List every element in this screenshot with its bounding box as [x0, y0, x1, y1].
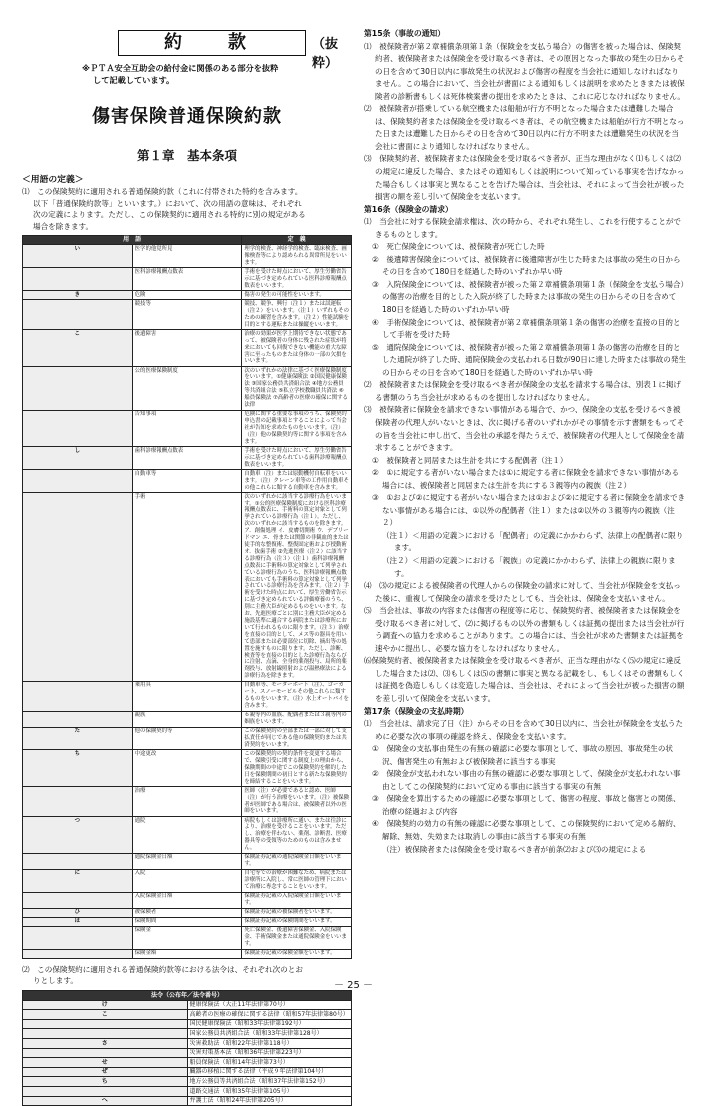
article-16-item-3-3: ③ ①および②に規定する者がいない場合または①および②に規定する者に保険金を請求できない事情がある場合には、①以外の配偶者（注１）または②以外の３親等内の親族（注２） — [372, 493, 686, 528]
definition-row — [23, 366, 352, 410]
law-kana: へ — [23, 1096, 188, 1106]
paragraph-1-line-a: ⑴ この保険契約に適用される普通保険約款（これに付帯された特約を含みます。 — [22, 187, 303, 196]
article-16-item-1: ⑴ 当会社に対する保険金請求権は、次の時から、それぞれ発生し、これを行使することができるものとします。 — [364, 217, 681, 239]
title-box: 約 款 — [118, 30, 306, 56]
definition-text: 自動車（注）または原動機付自転車をいいます。（注）クレーン車等の工作用自動車その他これらに類する自動車を含みます。 — [242, 470, 352, 493]
definition-kana: い — [23, 245, 133, 268]
law-kana: こ — [23, 1010, 188, 1020]
definition-row — [23, 908, 352, 917]
definition-row — [23, 926, 352, 949]
definition-kana: つ — [23, 816, 133, 853]
definition-text: 傷害の発生の可能性をいいます。 — [242, 291, 352, 300]
definition-kana — [23, 949, 133, 958]
law-name: 災害対策基本法（昭和36年法律第223号） — [187, 1048, 352, 1058]
definition-text: 保険証券記載の通院保険金日額をいいます。 — [242, 853, 352, 869]
article-17-heading: 第17条（保険金の支払時期） — [364, 706, 469, 716]
definition-kana — [23, 787, 133, 817]
definition-term: 保険期間 — [132, 917, 242, 926]
title-note: （抜粋） — [312, 37, 339, 71]
definition-text: 次のいずれかの法律に基づく医療保険制度をいいます。①健康保険法 ②国民健康保険法 ③国家公務員共済組合法 ④地方公務員等共済組合法 ⑤私立学校教職員共済法 ⑥船員保険法 ⑦高齢者の医療の確保に関する法律 — [242, 366, 352, 410]
definition-kana: し — [23, 447, 133, 470]
definition-row — [23, 949, 352, 958]
definition-term: 乗用具 — [132, 681, 242, 711]
definitions-table-body — [23, 245, 352, 958]
article-16-item-1-3: ③ 入院保険金については、被保険者が被った第２章補償条項第１条（保険金を支払う場合）の傷害の治療を目的とした入院が終了した時または事故の発生の日からその日を含めて180日を経過した時のいずれか早い時 — [372, 279, 685, 315]
excerpt-note-line2: して記載しています。 — [93, 75, 175, 85]
left-column — [22, 28, 352, 1106]
article-17-item-1: ⑴ 当会社は、請求完了日（注）からその日を含めて30日以内に、当会社が保険金を支払うために必要な次の事項の確認を終え、保険金を支払います。 — [364, 719, 684, 741]
definition-row — [23, 268, 352, 291]
law-name: 道路交通法（昭和35年法律第105号） — [187, 1086, 352, 1096]
definition-kana — [23, 711, 133, 727]
article-17-item-1-2: ② 保険金が支払われない事由の有無の確認に必要な事項として、保険金が支払われない事由としてこの保険契約において定める事由に該当する事実の有無 — [372, 769, 681, 791]
definition-kana: ほ — [23, 917, 133, 926]
definition-kana: ひ — [23, 908, 133, 917]
definition-row — [23, 291, 352, 300]
definition-row — [23, 447, 352, 470]
law-kana: ち — [23, 1077, 188, 1087]
law-row — [23, 1038, 352, 1048]
definition-kana — [23, 410, 133, 447]
definition-row — [23, 816, 352, 853]
law-row — [23, 1000, 352, 1010]
definition-term: 通院保険金日額 — [132, 853, 242, 869]
definition-text: 保険証券記載の保険金額をいいます。 — [242, 949, 352, 958]
definition-kana — [23, 853, 133, 869]
article-15-heading: 第15条（事故の通知） — [364, 29, 446, 38]
definition-term: 自動車等 — [132, 470, 242, 493]
definition-text: 病院もしくは診療所に通い、または往診により、治療を受けることをいいます。ただし、治療を伴わない、薬剤、診断書、医療器具等の受領等のためのものは含みません。 — [242, 816, 352, 853]
definition-row — [23, 787, 352, 817]
definition-kana: た — [23, 727, 133, 750]
law-name: 国民健康保険法（昭和33年法律第192号） — [187, 1019, 352, 1029]
law-name: 国家公務員共済組合法（昭和33年法律第128号） — [187, 1029, 352, 1039]
definition-term: 保険金 — [132, 926, 242, 949]
definition-term: 入院 — [132, 869, 242, 892]
definition-kana — [23, 470, 133, 493]
article-17-item-1-1: ① 保険金の支払事由発生の有無の確認に必要な事項として、事故の原因、事故発生の状況、傷害発生の有無および被保険者に該当する事実 — [372, 744, 673, 766]
law-kana: せ — [23, 1058, 188, 1068]
definition-term: 中途更改 — [132, 750, 242, 787]
law-row — [23, 1096, 352, 1106]
law-name: 弁護士法（昭和24年法律第205号） — [187, 1096, 352, 1106]
paragraph-1-line-d: 場合を除きます。 — [33, 221, 94, 231]
definition-term: 歯科診療報酬点数表 — [132, 447, 242, 470]
article-16-note-1: （注１）＜用語の定義＞における「配偶者」の定義にかかわらず、法律上の配偶者に限ります。 — [382, 530, 684, 553]
law-row — [23, 1048, 352, 1058]
definition-text: 治療の効果が医学上期待できない状態であって、被保険者の身体に残された症状が将来においても回復できない機能の重大な障害に至ったものまたは身体の一部の欠損をいいます。 — [242, 330, 352, 367]
definition-text: 保険証券記載の保険期間をいいます。 — [242, 917, 352, 926]
definition-text: 理学的検査、神経学的検査、臨床検査、画像検査等により認められる異常所見をいいます。 — [242, 245, 352, 268]
main-title: 傷害保険普通保険約款 — [92, 106, 282, 127]
paragraph-1-line-c: 次の定義によります。ただし、この保険契約に適用される特約に別の規定がある — [33, 210, 306, 220]
page-number: － 25 － — [333, 980, 374, 991]
definition-text: 医師（注）が必要であると認め、医師（注）が行う治療をいいます。（注）被保険者が医師である場合は、被保険者以外の医師をいいます。 — [242, 787, 352, 817]
definition-kana — [23, 892, 133, 908]
definition-row — [23, 727, 352, 750]
definition-kana: に — [23, 869, 133, 892]
definition-row — [23, 853, 352, 869]
definition-term: 被保険者 — [132, 908, 242, 917]
definition-term: 競技等 — [132, 300, 242, 330]
article-15-item-1: ⑴ 被保険者が第２章補償条項第１条（保険金を支払う場合）の傷害を被った場合は、保険契約者、被保険者または保険金を受け取るべき者は、その原因となった事故の発生の日からその日を含めて30日以内に事故発生の状況および傷害の程度を当会社に通知しなければなりません。この場合において、当会社が書面による通知もしくは説明を求めたときまたは被保険者の診断書もしくは死体検案書の提出を求めたときは、これに応じなければなりません。 — [364, 41, 685, 101]
paragraph-2-line-a: ⑵ この保険契約に適用される普通保険約款等における法令は、それぞれ次のとお — [22, 964, 303, 974]
definition-kana: き — [23, 291, 133, 300]
article-17-item-1-4: ④ 保険契約の効力の有無の確認に必要な事項として、この保険契約において定める解約、解除、無効、失効または取消しの事由に該当する事実の有無 — [372, 819, 681, 841]
article-16-item-1-5: ⑤ 通院保険金については、被保険者が被った第２章補償条項第１条の傷害の治療を目的とした通院が終了した時、通院保険金の支払われる日数が90日に達した時または事故の発生の日からその日を含めて180日を経過した時のいずれか早い時 — [372, 342, 686, 377]
definition-kana — [23, 493, 133, 682]
law-name: 臓器の移植に関する法律（平成９年法律第104号） — [187, 1067, 352, 1077]
definition-term: 他の保険契約等 — [132, 727, 242, 750]
paragraph-1 — [22, 186, 352, 232]
law-kana — [23, 1048, 188, 1058]
definition-row — [23, 330, 352, 367]
law-kana — [23, 1086, 188, 1096]
law-kana — [23, 1029, 188, 1039]
definition-kana — [23, 300, 133, 330]
law-row — [23, 1077, 352, 1087]
chapter-title: 第１章 基本条項 — [136, 148, 237, 163]
definition-row — [23, 681, 352, 711]
definitions-heading: ＜用語の定義＞ — [22, 175, 84, 185]
definition-term: 親族 — [132, 711, 242, 727]
article-15-item-2: ⑵ 被保険者が搭乗している航空機または船舶が行方不明となった場合または遭難した場合は、保険契約者または保険金を受け取るべき者は、その航空機または船舶が行方不明となった日または遭難した日からその日を含めて30日以内に行方不明または遭難発生の状況を当会社に書面により通知しなければなりません。 — [364, 104, 685, 151]
definition-text: 手術を受けた時点において、厚生労働省告示に基づき定められている医科診療報酬点数表をいいます。 — [242, 268, 352, 291]
article-16-item-3-1: ① 被保険者と同居または生計を共にする配偶者（注１） — [372, 455, 568, 465]
article-16-item-1-4: ④ 手術保険金については、被保険者が第２章補償条項第１条の傷害の治療を直接の目的として手術を受けた時 — [372, 317, 681, 340]
definition-text: 保険証券記載の被保険者をいいます。 — [242, 908, 352, 917]
definition-term: 医学的他覚所見 — [132, 245, 242, 268]
definition-text: この保険契約の全部または一部に対して支払責任が同じである他の保険契約または共済契約をいいます。 — [242, 727, 352, 750]
definition-term: 手術 — [132, 493, 242, 682]
col-term: 用 語 — [23, 236, 242, 245]
definition-row — [23, 917, 352, 926]
law-name: 高齢者の医療の確保に関する法律（昭和57年法律第80号） — [187, 1010, 352, 1020]
article-15-item-3: ⑶ 保険契約者、被保険者または保険金を受け取るべき者が、正当な理由がなく⑴もしくは⑵の規定に違反した場合、またはその通知もしくは説明について知っている事実を告げなかった場合もしくは事実と異なることを告げた場合は、当会社は、それによって当会社が被った損害の額を差し引いて保険金を支払います。 — [364, 154, 685, 202]
law-row — [23, 1010, 352, 1020]
article-16-item-6: ⑹保険契約者、被保険者または保険金を受け取るべき者が、正当な理由がなく⑸の規定に違反した場合または⑵、⑶もしくは⑸の書類に事実と異なる記載をし、もしくはその書類もしくは証拠を偽造しもしくは変造した場合は、当会社は、それによって当会社が被った損害の額を差し引いて保険金を支払います。 — [364, 656, 685, 703]
definition-kana — [23, 681, 133, 711]
definition-text: 次のいずれかに該当する診療行為をいいます。①公的医療保険制度における医科診療報酬点数表に、手術料の算定対象として列挙されている診療行為（注１）。ただし、次のいずれかに該当するものを除きます。ア．創傷処理 イ．皮膚切開術 ウ．デブリードマン エ．骨または関節の非観血的または徒手的な整復術、整復固定術および授動術 オ．抜歯手術 ②先進医療（注２）に該当する診療行為（注３）（注１）歯科診療報酬点数表に手術料の算定対象として列挙されている診療行為のうち、医科診療報酬点数表においても手術料の算定対象として列挙されている診療行為を含みます。（注２）手術を受けた時点において、厚生労働省告示に基づき定められている評価療養のうち、別に主務大臣が定めるものをいいます。なお、先進医療ごとに別に主務大臣が定める施設基準に適合する病院または診療所において行われるものに限ります。（注３）治療を直接の目的として、メス等の器具を用いて患部または必要部位に切除、摘出等の処置を施すものに限ります。ただし、診断、検査等を直接の目的とした診療行為ならびに注射、点滴、全身的薬剤投与、局所的薬剤投与、放射線照射および温熱療法による診療行為を除きます。 — [242, 493, 352, 682]
article-16-heading: 第16条（保険金の請求） — [364, 204, 453, 214]
definition-kana — [23, 926, 133, 949]
definition-row — [23, 750, 352, 787]
definition-row — [23, 711, 352, 727]
article-16-item-1-2: ② 後遺障害保険金については、被保険者に後遺障害が生じた時または事故の発生の日からその日を含めて180日を経過した時のいずれか早い時 — [372, 254, 681, 277]
definition-text: 保険証券記載の入院保険金日額をいいます。 — [242, 892, 352, 908]
law-kana — [23, 1019, 188, 1029]
col-law: 法令（公布年／法令番号） — [23, 990, 352, 1000]
article-17-note: （注）被保険者または保険金を受け取るべき者が前条⑵および⑶の規定による — [382, 844, 647, 854]
law-row — [23, 1019, 352, 1029]
col-definition: 定 義 — [242, 236, 352, 245]
article-16-item-1-1: ① 死亡保険金については、被保険者が死亡した時 — [372, 242, 545, 252]
definition-text: 競技、競争、興行（注１）または試運転（注２）をいいます。（注１）いずれもそのための練習を含みます。（注２）性能試験を目的とする運転または操縦をいいます。 — [242, 300, 352, 330]
definition-row — [23, 869, 352, 892]
definition-text: この保険契約の契約条件を変更する場合で、保険引受に関する制度上の理由から、保険期間の中途でこの保険契約を解約した日を保険期間の初日とする新たな保険契約を締結することをいいます。 — [242, 750, 352, 787]
article-17-item-1-3: ③ 保険金を算出するための確認に必要な事項として、傷害の程度、事故と傷害との関係、治療の経過および内容 — [372, 794, 681, 816]
article-16-item-2: ⑵ 被保険者または保険金を受け取るべき者が保険金の支払を請求する場合は、別表１に掲げる書類のうち当会社が求めるものを提出しなければなりません。 — [364, 380, 681, 402]
definition-term: 公的医療保険制度 — [132, 366, 242, 410]
law-row — [23, 1058, 352, 1068]
definition-kana: ち — [23, 750, 133, 787]
law-name: 地方公務員等共済組合法（昭和37年法律第152号） — [187, 1077, 352, 1087]
laws-table — [22, 990, 352, 1106]
law-kana: ぜ — [23, 1067, 188, 1077]
definition-term: 保険金額 — [132, 949, 242, 958]
definition-row — [23, 245, 352, 268]
article-16-item-3-2: ② ①に規定する者がいない場合または①に規定する者に保険金を請求できない事情がある場合には、被保険者と同居または生計を共にする３親等内の親族（注２） — [372, 468, 680, 490]
law-row — [23, 1029, 352, 1039]
definition-text: 自動車等、モーターボート（注）、ゴーカート、スノーモービルその他これらに類するものをいいます。（注）水上オートバイを含みます。 — [242, 681, 352, 711]
definition-row — [23, 470, 352, 493]
definition-text: 手術を受けた時点において、厚生労働省告示に基づき定められている歯科診療報酬点数表をいいます。 — [242, 447, 352, 470]
laws-table-header — [23, 990, 352, 1000]
definitions-table-header — [23, 236, 352, 245]
definition-term: 告知事項 — [132, 410, 242, 447]
law-kana: け — [23, 1000, 188, 1010]
definition-term: 治療 — [132, 787, 242, 817]
law-row — [23, 1086, 352, 1096]
definition-row — [23, 410, 352, 447]
definition-term: 入院保険金日額 — [132, 892, 242, 908]
article-16-item-4: ⑷ ⑶の規定による被保険者の代理人からの保険金の請求に対して、当会社が保険金を支払った後に、重複して保険金の請求を受けたとしても、当会社は、保険金を支払いません。 — [364, 581, 681, 603]
article-16-item-5: ⑸ 当会社は、事故の内容または傷害の程度等に応じ、保険契約者、被保険者または保険金を受け取るべき者に対して、⑵に掲げるもの以外の書類もしくは証拠の提出または当会社が行う調査への協力を求めることがあります。この場合には、当会社が求めた書類または証拠を速やかに提出し、必要な協力をしなければなりません。 — [364, 606, 685, 653]
definition-text: 危険に関する重要な事項のうち、保険契約申込書の記載事項とすることによって当会社が告知を求めたものをいいます。（注）（注）他の保険契約等に関する事項を含みます。 — [242, 410, 352, 447]
paragraph-2-line-b: りとします。 — [33, 976, 78, 986]
law-name: 災害救助法（昭和22年法律第118号） — [187, 1038, 352, 1048]
right-column — [364, 28, 686, 856]
definition-text: 死亡保険金、後遺障害保険金、入院保険金、手術保険金または通院保険金をいいます。 — [242, 926, 352, 949]
law-name: 健康保険法（大正11年法律第70号） — [187, 1000, 352, 1010]
article-16-note-2: （注２）＜用語の定義＞における「親族」の定義にかかわらず、法律上の親族に限ります。 — [382, 555, 676, 578]
definition-kana — [23, 268, 133, 291]
laws-table-body — [23, 1000, 352, 1106]
definitions-table — [22, 235, 352, 958]
article-16-item-3: ⑶ 被保険者に保険金を請求できない事情がある場合で、かつ、保険金の支払を受けるべき被保険者の代理人がいないときは、次に掲げる者のいずれかがその事情を示す書類をもってその旨を当会社に申し出て、当会社の承認を得たうえで、被保険者の代理人として保険金を請求することができます。 — [364, 405, 685, 453]
definition-row — [23, 892, 352, 908]
definition-term: 危険 — [132, 291, 242, 300]
definition-term: 医科診療報酬点数表 — [132, 268, 242, 291]
law-kana: さ — [23, 1038, 188, 1048]
definition-term: 通院 — [132, 816, 242, 853]
law-name: 船員保険法（昭和14年法律第73号） — [187, 1058, 352, 1068]
definition-text: 自宅等での治療が困難なため、病院または診療所に入院し、常に医師の管理下において治療に専念することをいいます。 — [242, 869, 352, 892]
definition-row — [23, 300, 352, 330]
definition-row — [23, 493, 352, 682]
definition-kana — [23, 366, 133, 410]
excerpt-note-line1: ※ＰＴＡ安全互助会の給付金に関係のある部分を抜粋 — [82, 63, 279, 73]
definition-kana: こ — [23, 330, 133, 367]
paragraph-1-line-b: 以下「普通保険約款等」といいます。）において、次の用語の意味は、それぞれ — [33, 198, 302, 208]
law-row — [23, 1067, 352, 1077]
definition-text: ６親等内の血族、配偶者または３親等内の姻族をいいます。 — [242, 711, 352, 727]
definition-term: 後遺障害 — [132, 330, 242, 367]
